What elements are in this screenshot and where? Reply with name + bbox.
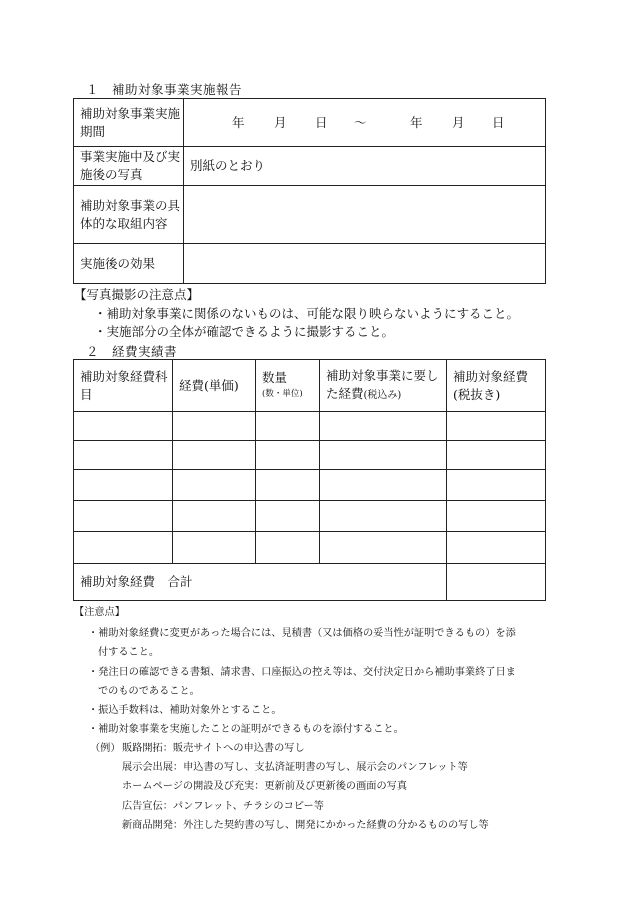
effect-label: 実施後の効果 [74, 244, 184, 284]
table-row [74, 532, 546, 564]
header-quantity-sub: (数・単位) [262, 388, 303, 399]
cell[interactable] [256, 532, 320, 564]
table-row [74, 470, 546, 501]
activity-detail-label: 補助対象事業の具体的な取組内容 [74, 186, 184, 244]
cell[interactable] [447, 412, 546, 441]
photo-label: 事業実施中及び実施後の写真 [74, 147, 184, 186]
cell[interactable] [447, 441, 546, 470]
example-item: 新商品開発：外注した契約書の写し、開発にかかった経費の分かるものの写し等 [122, 820, 489, 831]
cell[interactable] [173, 532, 256, 564]
period-label: 補助対象事業実施期間 [74, 99, 184, 147]
cell[interactable] [320, 470, 447, 501]
example-item: ホームページの開設及び充実：更新前及び更新後の画面の写真 [122, 781, 408, 792]
cell[interactable] [173, 470, 256, 501]
cell[interactable] [320, 532, 447, 564]
cell[interactable] [74, 412, 173, 441]
cell[interactable] [447, 532, 546, 564]
header-total-incl-tax-main: 補助対象事業に要した経費 [326, 367, 439, 401]
table-row [74, 501, 546, 532]
activity-detail-value[interactable] [184, 186, 546, 244]
cell[interactable] [173, 441, 256, 470]
cell[interactable] [256, 441, 320, 470]
cell[interactable] [173, 501, 256, 532]
cell[interactable] [74, 470, 173, 501]
cell[interactable] [74, 532, 173, 564]
start-month-label: 月 [274, 115, 287, 130]
example-item: 展示会出展：申込書の写し、支払済証明書の写し、展示会のパンフレット等 [122, 762, 468, 773]
implementation-report-table [73, 98, 546, 284]
cell[interactable] [447, 470, 546, 501]
header-quantity [256, 360, 320, 412]
period-value[interactable] [184, 99, 546, 147]
note-item: ・発注日の確認できる書類、請求書、口座振込の控え等は、交付決定日から補助事業終了日ま [88, 667, 516, 678]
cell[interactable] [320, 441, 447, 470]
note-item: 付すること。 [98, 647, 160, 658]
cell[interactable] [173, 412, 256, 441]
cell[interactable] [74, 501, 173, 532]
photo-note-item: ・実施部分の全体が確認できるように撮影すること。 [94, 324, 395, 339]
end-year-label: 年 [410, 115, 423, 130]
start-day-label: 日 [315, 115, 328, 130]
effect-value[interactable] [184, 244, 546, 284]
expense-table [73, 359, 546, 601]
cell[interactable] [256, 501, 320, 532]
note-item: ・補助対象経費に変更があった場合には、見積書（又は価格の妥当性が証明できるもの）を添 [88, 628, 516, 639]
section2-heading: ２ 経費実績書 [86, 344, 178, 359]
end-month-label: 月 [452, 115, 465, 130]
cell[interactable] [447, 501, 546, 532]
cell[interactable] [256, 412, 320, 441]
end-day-label: 日 [492, 115, 505, 130]
header-total-incl-tax-sub: (税込み) [363, 389, 402, 401]
total-value[interactable] [447, 564, 546, 601]
cell[interactable] [74, 441, 173, 470]
start-year-label: 年 [232, 115, 245, 130]
header-unit-cost: 経費(単価) [173, 360, 256, 412]
header-expense-category: 補助対象経費科目 [74, 360, 173, 412]
example-item: 広告宣伝：パンフレット、チラシのコピー等 [122, 801, 324, 812]
section1-heading: １ 補助対象事業実施報告 [86, 82, 243, 97]
note-item: でのものであること。 [98, 686, 200, 697]
cell[interactable] [320, 501, 447, 532]
header-total-incl-tax [320, 360, 447, 412]
example-item: 販路開拓：販売サイトへの申込書の写し [122, 743, 305, 754]
header-quantity-main: 数量 [262, 369, 288, 385]
examples-prefix: （例） [90, 743, 121, 754]
photo-value[interactable]: 別紙のとおり [184, 147, 546, 186]
tilde-separator: ～ [354, 115, 367, 130]
photo-notes-title: 【写真撮影の注意点】 [74, 287, 200, 302]
photo-note-item: ・補助対象事業に関係のないものは、可能な限り映らないようにすること。 [94, 306, 520, 321]
notes-title: 【注意点】 [74, 607, 125, 618]
note-item: ・補助対象事業を実施したことの証明ができるものを添付すること。 [88, 724, 404, 735]
header-total-excl-tax: 補助対象経費(税抜き) [447, 360, 546, 412]
cell[interactable] [320, 412, 447, 441]
cell[interactable] [256, 470, 320, 501]
table-row [74, 412, 546, 441]
table-row [74, 441, 546, 470]
total-label: 補助対象経費 合計 [74, 564, 447, 601]
note-item: ・振込手数料は、補助対象外とすること。 [88, 705, 282, 716]
